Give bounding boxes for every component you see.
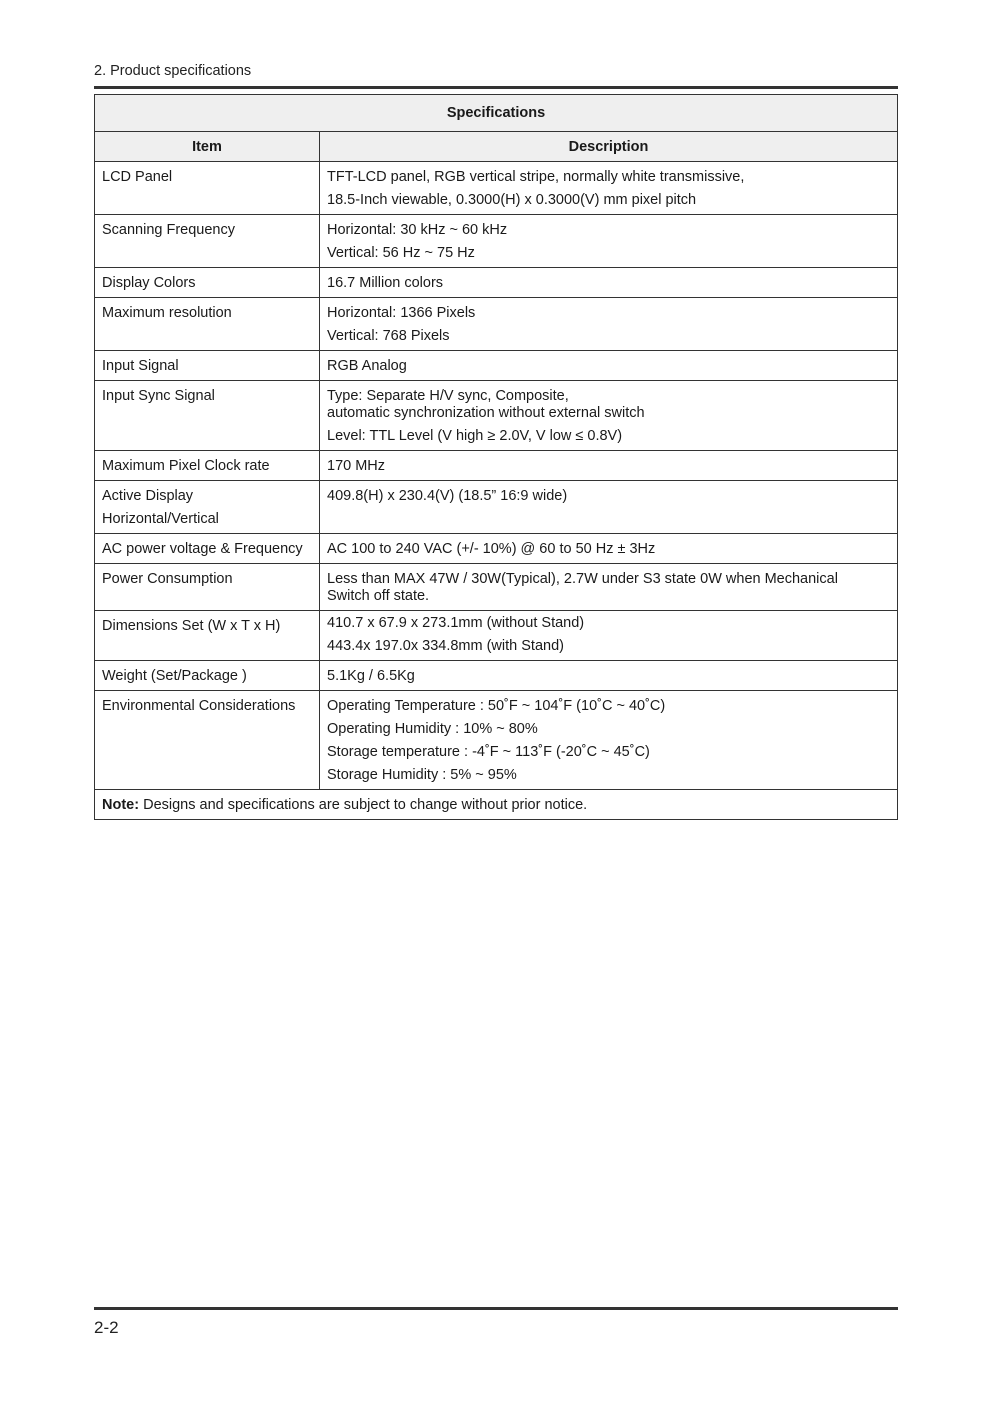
spec-desc-line: Storage Humidity : 5% ~ 95% xyxy=(327,767,517,783)
spec-desc-line: Type: Separate H/V sync, Composite, xyxy=(327,388,569,404)
note-cell xyxy=(95,790,898,820)
spec-desc-line: Operating Humidity : 10% ~ 80% xyxy=(327,721,538,737)
note-text: Designs and specifications are subject to change without prior notice. xyxy=(139,797,588,813)
spec-item-text: Input Signal xyxy=(102,358,179,374)
spec-desc-line: 409.8(H) x 230.4(V) (18.5” 16:9 wide) xyxy=(327,488,568,504)
spec-desc-line: Switch off state. xyxy=(327,588,430,604)
spec-desc-line: Level: TTL Level (V high ≥ 2.0V, V low ≤ 0.8V) xyxy=(327,428,623,444)
spec-desc-line: 443.4x 197.0x 334.8mm (with Stand) xyxy=(327,638,564,654)
specifications-table xyxy=(94,94,898,820)
page-number: 2-2 xyxy=(94,1318,119,1337)
spec-description xyxy=(320,661,898,691)
spec-description xyxy=(320,381,898,451)
spec-item xyxy=(95,381,320,451)
spec-description xyxy=(320,611,898,661)
spec-desc-line: Vertical: 768 Pixels xyxy=(327,328,450,344)
header-rule xyxy=(94,86,898,89)
spec-description xyxy=(320,268,898,298)
spec-item-text: AC power voltage & Frequency xyxy=(102,541,303,557)
table-row xyxy=(95,351,898,381)
table-row xyxy=(95,162,898,215)
column-header-description: Description xyxy=(320,132,898,162)
table-row xyxy=(95,268,898,298)
spec-item xyxy=(95,534,320,564)
table-row xyxy=(95,534,898,564)
spec-description xyxy=(320,451,898,481)
spec-desc-line: Operating Temperature : 50˚F ~ 104˚F (10˚C ~ 40˚C) xyxy=(327,698,666,714)
table-row xyxy=(95,611,898,661)
spec-description xyxy=(320,481,898,534)
spec-desc-line: Horizontal: 30 kHz ~ 60 kHz xyxy=(327,222,508,238)
spec-description xyxy=(320,162,898,215)
spec-desc-line: 5.1Kg / 6.5Kg xyxy=(327,668,415,684)
spec-item-text: Scanning Frequency xyxy=(102,222,235,238)
spec-description xyxy=(320,215,898,268)
spec-item-text: Display Colors xyxy=(102,275,196,291)
spec-item xyxy=(95,351,320,381)
footer-rule xyxy=(94,1307,898,1310)
spec-item-text: Active Display xyxy=(102,488,194,504)
spec-item xyxy=(95,298,320,351)
spec-desc-line: 170 MHz xyxy=(327,458,386,474)
spec-item-text: Maximum Pixel Clock rate xyxy=(102,458,270,474)
spec-desc-line: RGB Analog xyxy=(327,358,407,374)
spec-item-text: LCD Panel xyxy=(102,169,173,185)
spec-item-text: Horizontal/Vertical xyxy=(102,511,219,527)
table-row xyxy=(95,381,898,451)
spec-item xyxy=(95,661,320,691)
spec-desc-line: 410.7 x 67.9 x 273.1mm (without Stand) xyxy=(327,615,585,631)
spec-desc-line: AC 100 to 240 VAC (+/- 10%) @ 60 to 50 Hz ± 3Hz xyxy=(327,541,656,557)
column-header-item: Item xyxy=(95,132,320,162)
note-label: Note: xyxy=(102,797,140,813)
section-header: 2. Product specifications xyxy=(94,63,252,79)
table-row xyxy=(95,481,898,534)
spec-item xyxy=(95,611,320,661)
spec-desc-line: Less than MAX 47W / 30W(Typical), 2.7W under S3 state 0W when Mechanical xyxy=(327,571,838,587)
spec-item xyxy=(95,268,320,298)
spec-item-text: Weight (Set/Package ) xyxy=(102,668,247,684)
spec-desc-line: Storage temperature : -4˚F ~ 113˚F (-20˚C ~ 45˚C) xyxy=(327,744,650,760)
spec-item-text: Maximum resolution xyxy=(102,305,232,321)
spec-item xyxy=(95,451,320,481)
spec-item xyxy=(95,691,320,790)
spec-item xyxy=(95,564,320,611)
spec-desc-line: automatic synchronization without external switch xyxy=(327,405,645,421)
table-row xyxy=(95,451,898,481)
spec-desc-line: TFT-LCD panel, RGB vertical stripe, normally white transmissive, xyxy=(327,169,745,185)
spec-item-text: Input Sync Signal xyxy=(102,388,215,404)
table-title: Specifications xyxy=(95,95,898,132)
spec-item-text: Power Consumption xyxy=(102,571,233,587)
spec-desc-line: Vertical: 56 Hz ~ 75 Hz xyxy=(327,245,475,261)
spec-description xyxy=(320,534,898,564)
table-row xyxy=(95,661,898,691)
table-row xyxy=(95,691,898,790)
spec-item-text: Environmental Considerations xyxy=(102,698,296,714)
spec-item xyxy=(95,481,320,534)
spec-desc-line: 16.7 Million colors xyxy=(327,275,444,291)
note-row xyxy=(95,790,898,820)
column-header-row xyxy=(95,132,898,162)
table-row xyxy=(95,298,898,351)
spec-description xyxy=(320,691,898,790)
spec-description xyxy=(320,351,898,381)
spec-desc-line: Horizontal: 1366 Pixels xyxy=(327,305,476,321)
spec-item xyxy=(95,215,320,268)
table-title-row xyxy=(95,95,898,132)
spec-item xyxy=(95,162,320,215)
table-row xyxy=(95,215,898,268)
spec-description xyxy=(320,298,898,351)
table-row xyxy=(95,564,898,611)
spec-desc-line: 18.5-Inch viewable, 0.3000(H) x 0.3000(V) mm pixel pitch xyxy=(327,192,697,208)
spec-description xyxy=(320,564,898,611)
spec-item-text: Dimensions Set (W x T x H) xyxy=(102,618,281,634)
